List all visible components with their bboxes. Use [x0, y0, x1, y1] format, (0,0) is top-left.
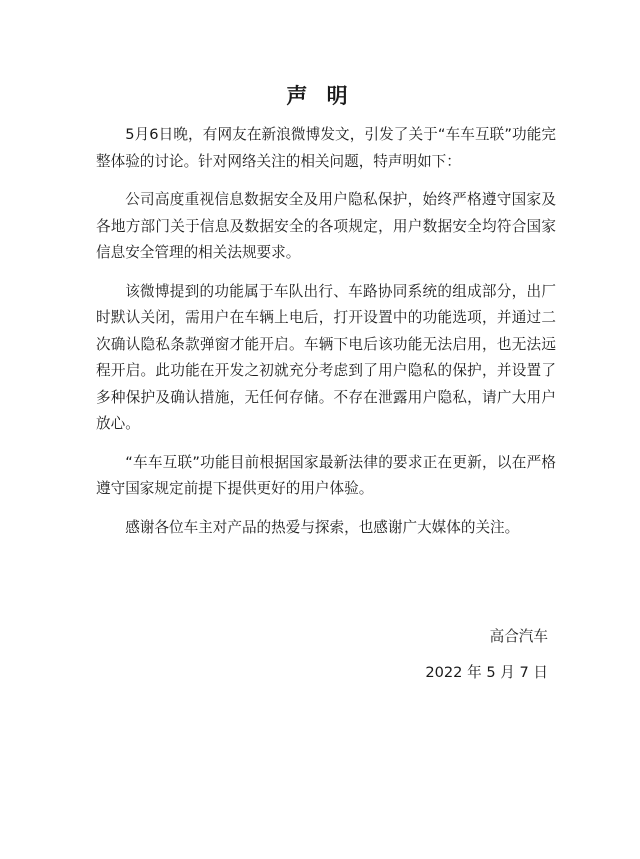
paragraph-update-notice: “车车互联”功能目前根据国家最新法律的要求正在更新，以在严格遵守国家规定前提下提供更好的用户体验。	[96, 453, 556, 497]
signature-company: 高合汽车	[489, 628, 548, 645]
paragraph-thanks: 感谢各位车主对产品的热爱与探索，也感谢广大媒体的关注。	[125, 518, 520, 536]
signature-date: 2022 年 5 月 7 日	[425, 664, 548, 681]
paragraph-intro: 5月6日晚，有网友在新浪微博发文，引发了关于“车车互联”功能完整体验的讨论。针对网络关注的相关问题，特声明如下：	[96, 126, 556, 170]
document-body	[96, 122, 556, 553]
signature-block	[425, 624, 548, 686]
paragraph-feature-explanation: 该微博提到的功能属于车队出行、车路协同系统的组成部分，出厂时默认关闭，需用户在车辆上电后，打开设置中的功能选项，并通过二次确认隐私条款弹窗才能开启。车辆下电后该功能无法启用，也无法远程开启。此功能在开发之初就充分考虑到了用户隐私的保护，并设置了多种保护及确认措施，无任何存储。不存在泄露用户隐私，请广大用户放心。	[96, 282, 556, 432]
paragraph-data-security: 公司高度重视信息数据安全及用户隐私保护，始终严格遵守国家及各地方部门关于信息及数据安全的各项规定，用户数据安全均符合国家信息安全管理的相关法规要求。	[96, 191, 556, 261]
document-title: 声 明	[286, 84, 354, 108]
